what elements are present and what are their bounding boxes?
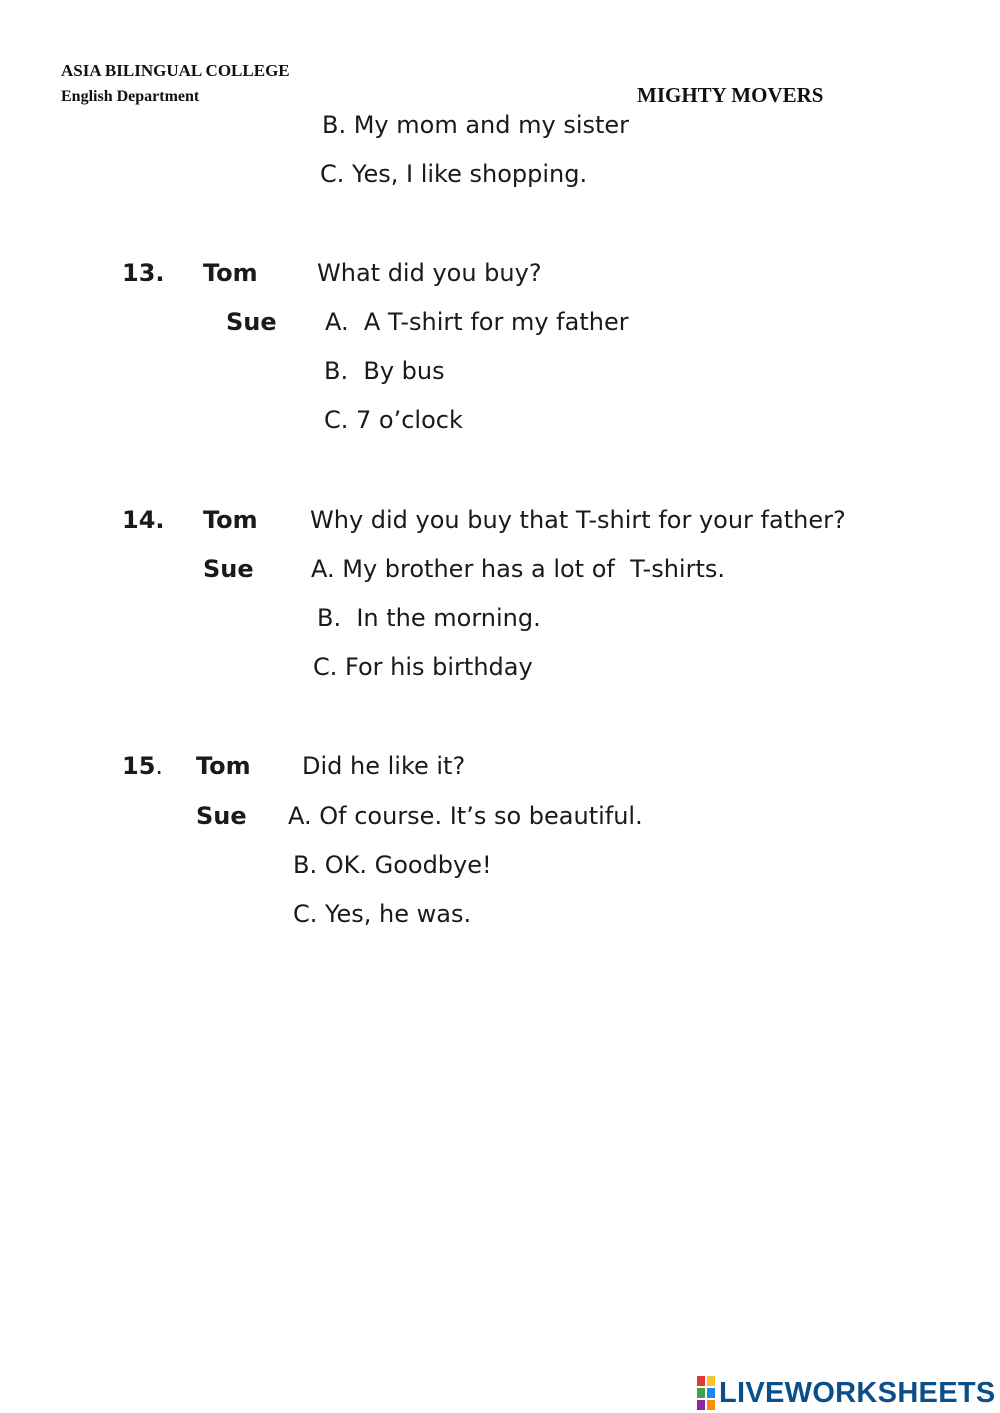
question-text: Did he like it? (302, 752, 466, 780)
speaker-tom: Tom (196, 752, 251, 780)
speaker-tom: Tom (203, 259, 258, 287)
speaker-sue: Sue (226, 308, 277, 336)
logo-square-icon (707, 1376, 715, 1386)
answer-option-a[interactable]: A. Of course. It’s so beautiful. (288, 802, 643, 830)
question-number: 13. (122, 259, 165, 287)
logo-square-icon (697, 1400, 705, 1410)
question-number: 14. (122, 506, 165, 534)
school-name: ASIA BILINGUAL COLLEGE (61, 61, 290, 80)
answer-option-b[interactable]: B. OK. Goodbye! (293, 851, 492, 879)
answer-option-c[interactable]: C. For his birthday (313, 653, 533, 681)
liveworksheets-logo-icon (697, 1376, 715, 1410)
level-title: MIGHTY MOVERS (637, 83, 824, 107)
carryover-option-b: B. My mom and my sister (322, 111, 630, 139)
logo-square-icon (707, 1400, 715, 1410)
carryover-option-c: C. Yes, I like shopping. (320, 160, 588, 188)
question-text: Why did you buy that T-shirt for your father? (310, 506, 846, 534)
speaker-tom: Tom (203, 506, 258, 534)
question-number-digits: 15 (122, 752, 156, 780)
speaker-sue: Sue (203, 555, 254, 583)
answer-option-c[interactable]: C. Yes, he was. (293, 900, 472, 928)
logo-square-icon (697, 1388, 705, 1398)
speaker-sue: Sue (196, 802, 247, 830)
question-text: What did you buy? (317, 259, 542, 287)
logo-square-icon (707, 1388, 715, 1398)
liveworksheets-brand: LIVEWORKSHEETS (719, 1376, 996, 1409)
answer-option-a[interactable]: A. A T-shirt for my father (325, 308, 629, 336)
answer-option-b[interactable]: B. In the morning. (317, 604, 541, 632)
department-name: English Department (61, 88, 200, 105)
answer-option-b[interactable]: B. By bus (324, 357, 445, 385)
answer-option-a[interactable]: A. My brother has a lot of T-shirts. (311, 555, 726, 583)
question-number (122, 751, 163, 781)
question-number-dot: . (155, 752, 164, 780)
logo-square-icon (697, 1376, 705, 1386)
answer-option-c[interactable]: C. 7 o’clock (324, 406, 463, 434)
liveworksheets-logo[interactable] (697, 1376, 996, 1410)
